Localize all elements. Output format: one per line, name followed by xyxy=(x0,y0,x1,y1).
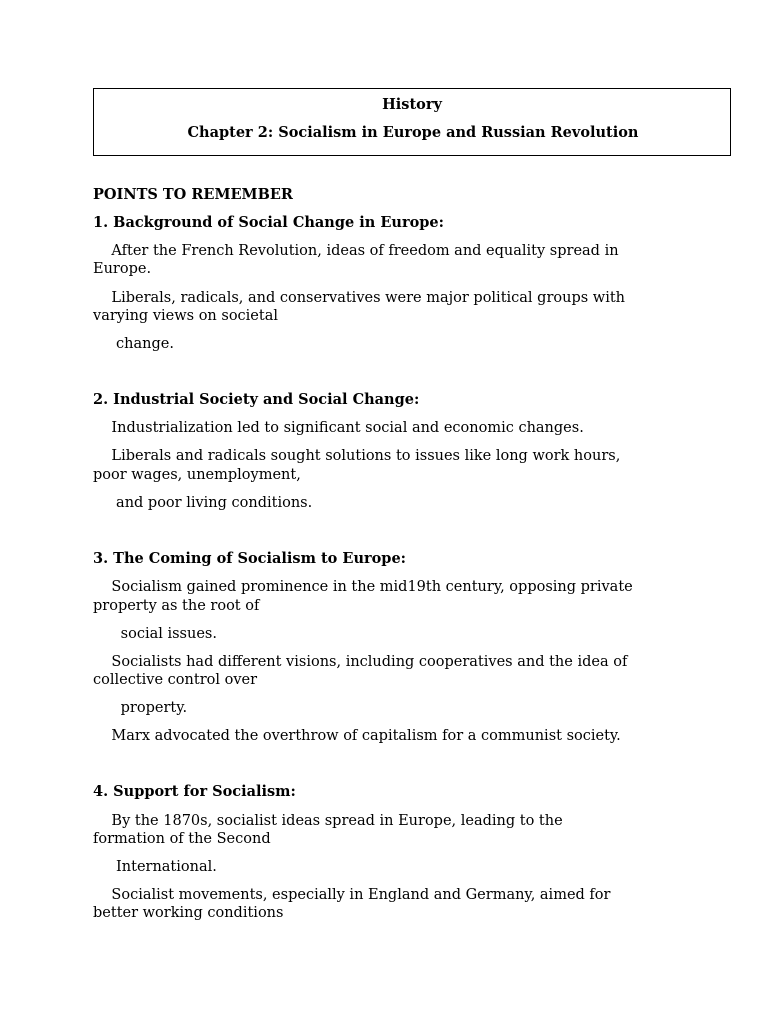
section-heading-4: 4. Support for Socialism: xyxy=(93,783,296,800)
section-1-line-2: Europe. xyxy=(93,261,152,277)
title-box xyxy=(93,88,731,156)
section-4-line-2: formation of the Second xyxy=(93,831,271,847)
section-3-line-3: social issues. xyxy=(93,626,217,642)
section-2-line-2: Liberals and radicals sought solutions to issues like long work hours, xyxy=(93,448,621,464)
section-heading-1: 1. Background of Social Change in Europe: xyxy=(93,214,444,231)
section-heading-2: 2. Industrial Society and Social Change: xyxy=(93,391,420,408)
section-1-line-3: Liberals, radicals, and conservatives were major political groups with xyxy=(93,290,626,306)
section-1-line-1: After the French Revolution, ideas of freedom and equality spread in xyxy=(93,243,619,259)
section-2-line-1: Industrialization led to significant social and economic changes. xyxy=(93,420,584,436)
section-2-line-4: and poor living conditions. xyxy=(93,495,313,511)
section-2-line-3: poor wages, unemployment, xyxy=(93,467,301,483)
section-4-line-3: International. xyxy=(93,859,217,875)
chapter-title: Chapter 2: Socialism in Europe and Russian Revolution xyxy=(187,124,639,141)
section-heading-3: 3. The Coming of Socialism to Europe: xyxy=(93,550,407,567)
section-4-line-1: By the 1870s, socialist ideas spread in Europe, leading to the xyxy=(93,813,563,829)
section-4-line-4: Socialist movements, especially in England and Germany, aimed for xyxy=(93,887,611,903)
points-heading: POINTS TO REMEMBER xyxy=(93,186,293,203)
section-3-line-7: Marx advocated the overthrow of capitalism for a communist society. xyxy=(93,728,621,744)
section-3-line-2: property as the root of xyxy=(93,598,260,614)
section-1-line-4: varying views on societal xyxy=(93,308,278,324)
section-3-line-6: property. xyxy=(93,700,188,716)
section-3-line-5: collective control over xyxy=(93,672,258,688)
section-3-line-1: Socialism gained prominence in the mid19th century, opposing private xyxy=(93,579,633,595)
subject-title: History xyxy=(382,96,442,113)
section-4-line-5: better working conditions xyxy=(93,905,284,921)
section-1-line-5: change. xyxy=(93,336,174,352)
section-3-line-4: Socialists had different visions, including cooperatives and the idea of xyxy=(93,654,628,670)
